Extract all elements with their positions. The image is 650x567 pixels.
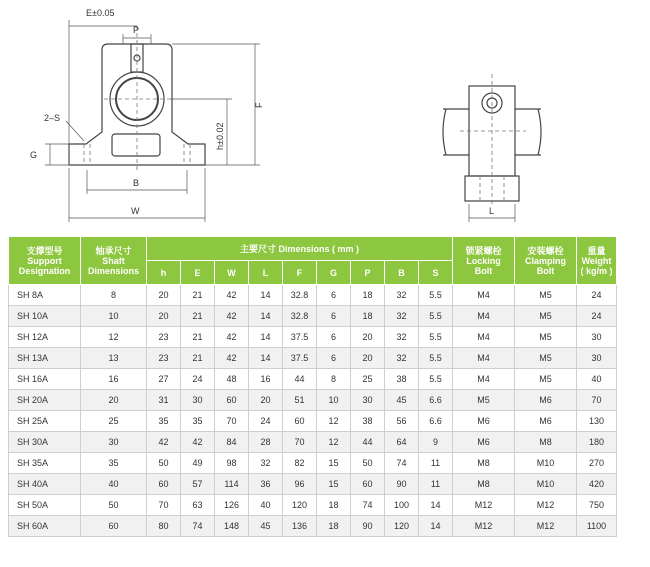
table-cell: 14 (249, 327, 283, 348)
table-cell: 74 (351, 495, 385, 516)
table-cell: M4 (453, 348, 515, 369)
header-support-en2: Designation (18, 265, 71, 276)
table-cell: 74 (181, 516, 215, 537)
table-cell: 13 (81, 348, 147, 369)
dim-label-e: E±0.05 (86, 8, 115, 18)
table-cell: 23 (147, 327, 181, 348)
table-cell: 80 (147, 516, 181, 537)
table-cell: M6 (453, 411, 515, 432)
table-cell: 1100 (577, 516, 617, 537)
shaft-right (515, 109, 541, 155)
table-cell: 180 (577, 432, 617, 453)
header-clamping-cn: 安装螺栓 (527, 245, 564, 256)
table-cell: 126 (215, 495, 249, 516)
table-row (9, 495, 617, 516)
table-cell: 42 (181, 432, 215, 453)
table-cell: M5 (515, 306, 577, 327)
table-cell: 21 (181, 306, 215, 327)
table-cell: 750 (577, 495, 617, 516)
table-row (9, 327, 617, 348)
table-cell: 30 (351, 390, 385, 411)
table-cell: 50 (351, 453, 385, 474)
table-cell: 51 (283, 390, 317, 411)
table-cell: 74 (385, 453, 419, 474)
dim-label-b: B (133, 178, 140, 188)
table-cell: 18 (351, 306, 385, 327)
table-row (9, 285, 617, 306)
table-cell: 24 (577, 285, 617, 306)
table-row (9, 390, 617, 411)
table-cell: 12 (81, 327, 147, 348)
table-cell: 8 (81, 285, 147, 306)
table-cell: 31 (147, 390, 181, 411)
table-cell: 70 (147, 495, 181, 516)
table-cell: 5.5 (419, 306, 453, 327)
table-cell: 42 (215, 327, 249, 348)
table-cell: 18 (351, 285, 385, 306)
table-cell: 6 (317, 348, 351, 369)
header-clamping-en1: Clamping (524, 255, 566, 266)
table-cell: M4 (453, 327, 515, 348)
table-cell: 24 (577, 306, 617, 327)
table-cell: 32 (385, 306, 419, 327)
table-cell: 44 (351, 432, 385, 453)
table-cell: 5.5 (419, 327, 453, 348)
table-cell: 23 (147, 348, 181, 369)
table-cell: SH 40A (9, 474, 81, 495)
table-cell: 32.8 (283, 285, 317, 306)
header-shaft-en2: Dimensions (87, 265, 139, 276)
table-cell: M4 (453, 306, 515, 327)
table-cell: 148 (215, 516, 249, 537)
table-cell: 21 (181, 327, 215, 348)
table-cell: 30 (181, 390, 215, 411)
table-row (9, 474, 617, 495)
header-dim-e: E (181, 261, 215, 285)
table-cell: 14 (249, 348, 283, 369)
table-cell: 20 (249, 390, 283, 411)
table-cell: 35 (181, 411, 215, 432)
table-row (9, 411, 617, 432)
table-cell: 32.8 (283, 306, 317, 327)
dim-label-g: G (30, 150, 38, 160)
table-cell: 6.6 (419, 390, 453, 411)
table-cell: SH 30A (9, 432, 81, 453)
table-cell: 12 (317, 432, 351, 453)
table-cell: 36 (249, 474, 283, 495)
table-cell: 100 (385, 495, 419, 516)
table-cell: SH 50A (9, 495, 81, 516)
table-cell: 21 (181, 348, 215, 369)
table-cell: 10 (81, 306, 147, 327)
table-cell: 5.5 (419, 285, 453, 306)
header-dim-h: h (147, 261, 181, 285)
table-cell: M12 (515, 516, 577, 537)
table-cell: 12 (317, 411, 351, 432)
table-cell: 32 (385, 348, 419, 369)
table-cell: 16 (249, 369, 283, 390)
header-dim-g: G (317, 261, 351, 285)
table-row (9, 516, 617, 537)
table-cell: 60 (283, 411, 317, 432)
table-cell: 49 (181, 453, 215, 474)
table-cell: 30 (577, 327, 617, 348)
header-clamping-en2: Bolt (536, 265, 555, 276)
table-cell: 9 (419, 432, 453, 453)
table-cell: SH 12A (9, 327, 81, 348)
table-cell: 60 (215, 390, 249, 411)
table-cell: M5 (453, 390, 515, 411)
table-cell: 8 (317, 369, 351, 390)
table-cell: SH 8A (9, 285, 81, 306)
table-cell: M12 (453, 495, 515, 516)
header-weight-en2: ( kg/m ) (580, 265, 613, 276)
table-cell: SH 35A (9, 453, 81, 474)
header-clamping-bolt (515, 237, 577, 285)
table-cell: M4 (453, 369, 515, 390)
table-cell: 120 (385, 516, 419, 537)
table-cell: 35 (147, 411, 181, 432)
table-cell: M8 (515, 432, 577, 453)
header-dim-l: L (249, 261, 283, 285)
specification-table (8, 236, 617, 537)
table-cell: 6.6 (419, 411, 453, 432)
table-cell: 35 (81, 453, 147, 474)
table-cell: 114 (215, 474, 249, 495)
side-view-hidden-lines (460, 74, 526, 206)
table-cell: 270 (577, 453, 617, 474)
table-cell: M6 (515, 411, 577, 432)
table-cell: 57 (181, 474, 215, 495)
table-cell: 44 (283, 369, 317, 390)
table-cell: M5 (515, 285, 577, 306)
table-cell: 6 (317, 306, 351, 327)
table-cell: 16 (81, 369, 147, 390)
table-cell: M6 (515, 390, 577, 411)
table-cell: 18 (317, 495, 351, 516)
table-cell: 50 (81, 495, 147, 516)
header-dim-w: W (215, 261, 249, 285)
dim-label-s: 2–S (44, 113, 61, 123)
table-cell: 6 (317, 285, 351, 306)
table-cell: 420 (577, 474, 617, 495)
table-cell: 14 (419, 495, 453, 516)
table-cell: 15 (317, 474, 351, 495)
dim-label-p: P (133, 25, 140, 35)
table-row (9, 348, 617, 369)
table-cell: 70 (215, 411, 249, 432)
table-cell: 24 (249, 411, 283, 432)
header-support-designation (9, 237, 81, 285)
table-cell: 11 (419, 453, 453, 474)
header-main-dimensions: 主要尺寸 Dimensions ( mm ) (147, 237, 453, 261)
table-cell: M10 (515, 474, 577, 495)
table-cell: 38 (385, 369, 419, 390)
table-cell: M5 (515, 327, 577, 348)
technical-drawing (0, 0, 650, 232)
table-cell: 84 (215, 432, 249, 453)
table-cell: 45 (249, 516, 283, 537)
header-weight-en1: Weight (581, 255, 612, 266)
header-support-en1: Support (27, 255, 62, 266)
table-cell: SH 16A (9, 369, 81, 390)
table-cell: 24 (181, 369, 215, 390)
table-cell: 37.5 (283, 327, 317, 348)
table-cell: SH 25A (9, 411, 81, 432)
table-cell: SH 13A (9, 348, 81, 369)
table-cell: 136 (283, 516, 317, 537)
table-row (9, 306, 617, 327)
table-cell: 5.5 (419, 369, 453, 390)
table-cell: SH 10A (9, 306, 81, 327)
table-cell: 10 (317, 390, 351, 411)
table-cell: M5 (515, 369, 577, 390)
table-row (9, 453, 617, 474)
table-cell: 32 (249, 453, 283, 474)
table-cell: 38 (351, 411, 385, 432)
table-cell: 45 (385, 390, 419, 411)
header-dim-b: B (385, 261, 419, 285)
dim-label-l: L (489, 206, 495, 216)
table-cell: M12 (453, 516, 515, 537)
table-cell: 70 (577, 390, 617, 411)
header-dim-s: S (419, 261, 453, 285)
header-weight-cn: 重量 (587, 245, 606, 256)
header-locking-en1: Locking (466, 255, 501, 266)
table-cell: M8 (453, 453, 515, 474)
table-cell: 60 (81, 516, 147, 537)
header-support-cn: 支撑型号 (26, 245, 63, 256)
slot-cutout (112, 134, 160, 156)
table-cell: 32 (385, 327, 419, 348)
table-cell: 42 (215, 348, 249, 369)
table-cell: 21 (181, 285, 215, 306)
dim-label-h: h±0.02 (215, 122, 225, 150)
dim-label-w: W (131, 206, 140, 216)
shaft-left (443, 109, 469, 155)
table-row (9, 432, 617, 453)
table-cell: 96 (283, 474, 317, 495)
table-cell: 27 (147, 369, 181, 390)
table-cell: M10 (515, 453, 577, 474)
table-cell: 14 (419, 516, 453, 537)
table-cell: 32 (385, 285, 419, 306)
table-cell: 60 (351, 474, 385, 495)
header-locking-cn: 锁紧螺栓 (465, 245, 502, 256)
table-cell: M8 (453, 474, 515, 495)
table-cell: M5 (515, 348, 577, 369)
table-cell: 82 (283, 453, 317, 474)
table-cell: SH 60A (9, 516, 81, 537)
table-cell: M6 (453, 432, 515, 453)
table-cell: 37.5 (283, 348, 317, 369)
header-locking-bolt (453, 237, 515, 285)
table-cell: 42 (215, 306, 249, 327)
table-cell: 15 (317, 453, 351, 474)
header-shaft-en1: Shaft (102, 255, 125, 266)
table-row (9, 369, 617, 390)
table-cell: 90 (351, 516, 385, 537)
header-locking-en2: Bolt (474, 265, 493, 276)
table-cell: 40 (577, 369, 617, 390)
table-cell: 60 (147, 474, 181, 495)
table-cell: 98 (215, 453, 249, 474)
table-cell: 20 (147, 285, 181, 306)
table-cell: 28 (249, 432, 283, 453)
table-cell: 20 (351, 348, 385, 369)
header-shaft-cn: 轴承尺寸 (95, 245, 132, 256)
table-cell: 42 (147, 432, 181, 453)
table-cell: 11 (419, 474, 453, 495)
table-cell: 30 (81, 432, 147, 453)
table-cell: 18 (317, 516, 351, 537)
table-cell: 70 (283, 432, 317, 453)
table-cell: 64 (385, 432, 419, 453)
table-cell: 5.5 (419, 348, 453, 369)
table-cell: 40 (249, 495, 283, 516)
table-cell: 48 (215, 369, 249, 390)
dim-label-f: F (254, 102, 264, 108)
table-cell: 30 (577, 348, 617, 369)
table-cell: 25 (351, 369, 385, 390)
table-cell: 130 (577, 411, 617, 432)
header-shaft-dimensions (81, 237, 147, 285)
table-cell: 56 (385, 411, 419, 432)
table-cell: 14 (249, 285, 283, 306)
table-cell: 6 (317, 327, 351, 348)
table-cell: 120 (283, 495, 317, 516)
table-cell: M4 (453, 285, 515, 306)
header-dim-p: P (351, 261, 385, 285)
table-cell: SH 20A (9, 390, 81, 411)
header-weight (577, 237, 617, 285)
table-cell: 50 (147, 453, 181, 474)
header-dim-f: F (283, 261, 317, 285)
table-cell: 90 (385, 474, 419, 495)
table-cell: 20 (351, 327, 385, 348)
table-cell: 20 (147, 306, 181, 327)
table-cell: 20 (81, 390, 147, 411)
table-cell: 42 (215, 285, 249, 306)
table-cell: 25 (81, 411, 147, 432)
table-cell: 14 (249, 306, 283, 327)
table-cell: 40 (81, 474, 147, 495)
table-cell: 63 (181, 495, 215, 516)
table-cell: M12 (515, 495, 577, 516)
